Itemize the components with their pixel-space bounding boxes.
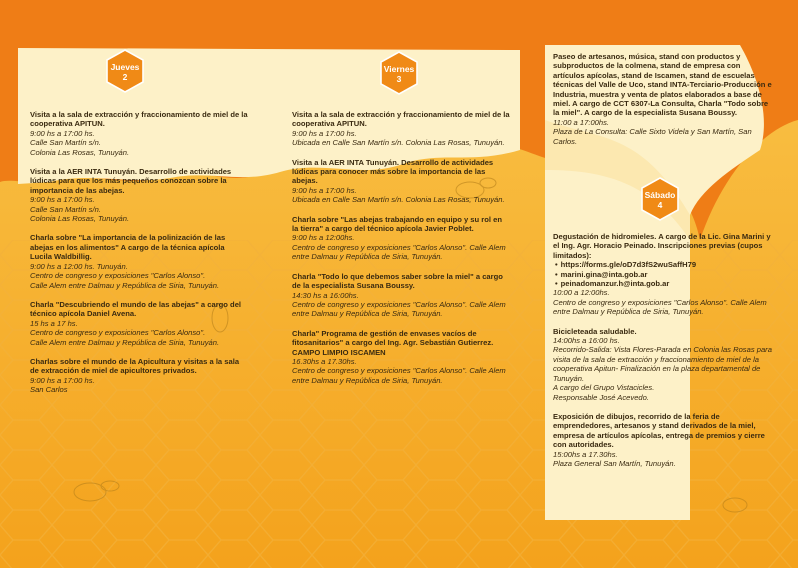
event-title: Paseo de artesanos, música, stand con productos y subproductos de la colmena, stand de empresa con artículos apícolas, stand de Iscamen, stand de escuelas técnicas del Valle de Uco, stand INTA-Terciario-Producción e Industria, muestra y venta de platos elaborados a base de miel. A cargo de CCT 6307-La Consulta, Charla "Todo sobre la miel". A cargo de la especialista Susana Boussy. [553, 52, 772, 118]
event-detail: 9:00 hs a 17:00 hs. [30, 128, 95, 138]
event-item [292, 329, 510, 385]
day-number: 3 [396, 74, 402, 84]
event-title: Degustación de hidromieles. A cargo de la Lic. Gina Marini y el Ing. Agr. Horacio Peinado. Inscripciones previas (cupos limitados): [553, 232, 771, 260]
event-item [30, 357, 248, 395]
event-item [553, 412, 773, 468]
event-item [30, 110, 248, 157]
event-detail: Colonia Las Rosas, Tunuyán. [30, 147, 130, 157]
event-item [30, 300, 248, 347]
event-detail: Centro de congreso y exposiciones "Carlos Alonso". [30, 328, 206, 338]
event-item [30, 167, 248, 223]
event-detail: Responsable José Acevedo. [553, 392, 649, 402]
event-detail: Centro de congreso y exposiciones "Carlos Alonso". Calle Alem entre Dalmau y República de Siria, Tunuyán. [292, 366, 506, 385]
event-detail: 9:00 hs a 17:00 hs. [292, 128, 357, 138]
event-title: Visita a la AER INTA Tunuyán. Desarrollo de actividades lúdicas para que los más pequeños conozcan sobre la importancia de las abejas. [30, 167, 232, 195]
event-detail: Ubicada en Calle San Martín s/n. Colonia Las Rosas, Tunuyán. [292, 138, 505, 148]
event-detail: Centro de congreso y exposiciones "Carlos Alonso". Calle Alem entre Dalmau y República de Siria, Tunuyán. [553, 297, 767, 317]
event-item [292, 158, 510, 205]
day-name: Viernes [383, 64, 415, 74]
event-item [292, 272, 510, 319]
day-name: Sábado [644, 190, 676, 200]
day-badge-friday [378, 50, 420, 96]
day-number: 4 [657, 200, 663, 210]
day-name: Jueves [110, 62, 140, 72]
event-detail: Colonia Las Rosas, Tunuyán. [30, 214, 130, 224]
event-detail: Calle San Martín s/n. [30, 138, 101, 148]
event-detail: Centro de congreso y exposiciones "Carlos Alonso". Calle Alem entre Dalmau y República de Siria, Tunuyán. [292, 299, 506, 319]
event-detail: 11:00 a 17:00hs. [553, 117, 610, 127]
friday-events [292, 110, 510, 395]
event-item [553, 52, 773, 146]
event-detail: 9:00 hs a 12:00hs. [292, 233, 355, 243]
event-detail: Calle San Martín s/n. [30, 204, 101, 214]
day-badge-thursday [104, 48, 146, 94]
event-title: Charla sobre "Las abejas trabajando en equipo y su rol en la tierra" a cargo del técnico apícola Javier Poblet. [292, 214, 502, 234]
event-item [30, 233, 248, 289]
email-link[interactable]: • marini.gina@inta.gob.ar [553, 270, 773, 279]
registration-link[interactable]: • https://forms.gle/oD7d3fS2wuSaffH79 [553, 260, 773, 269]
event-detail: Ubicada en Calle San Martín s/n. Colonia Las Rosas, Tunuyán. [292, 195, 505, 205]
event-item [292, 110, 510, 148]
event-title: Charlas sobre el mundo de la Apicultura y visitas a la sala de extracción de miel de apicultores privados. [30, 356, 240, 376]
event-item [553, 232, 773, 317]
event-detail: 16.30hs a 17.30hs. [292, 356, 357, 366]
event-title: Charla "Todo lo que debemos saber sobre la miel" a cargo de la especialista Susana Boussy. [292, 271, 503, 291]
event-detail: Recorrido-Salida: Vista Flores-Parada en Colonia las Rosas para visita de la sala de extracción y fraccionamiento de miel de la cooperativa Apitun- Finalización en la plaza departamental de Tunuyán. [553, 345, 772, 383]
event-detail: 15 hs a 17 hs. [30, 318, 78, 328]
event-title: Visita a la sala de extracción y fraccionamiento de miel de la cooperativa APITUN. [292, 110, 510, 129]
event-title: Visita a la AER INTA Tunuyán. Desarrollo de actividades lúdicas para conocer más sobre la importancia de las abejas. [292, 157, 494, 186]
event-detail: Plaza de La Consulta: Calle Sixto Videla y San Martín, San Carlos. [553, 127, 752, 146]
event-detail: Plaza General San Martín, Tunuyán. [553, 458, 676, 468]
event-detail: Centro de congreso y exposiciones "Carlos Alonso". Calle Alem entre Dalmau y República de Siria, Tunuyán. [292, 242, 506, 262]
thursday-events [30, 110, 248, 405]
event-detail: 10:00 a 12:00hs. [553, 288, 610, 298]
event-item [292, 215, 510, 262]
event-item [553, 327, 773, 402]
event-detail: San Carlos [30, 385, 68, 395]
email-link[interactable]: • peinadomanzur.h@inta.gob.ar [553, 279, 773, 288]
event-detail: 9:00 hs a 17:00 hs. [292, 185, 357, 195]
event-detail: 9:00 hs a 17:00 hs. [30, 375, 95, 385]
event-detail: 14:30 hs a 16:00hs. [292, 290, 359, 300]
event-detail: Calle Alem entre Dalmau y República de Siria, Tunuyán. [30, 337, 220, 347]
event-detail: Centro de congreso y exposiciones "Carlos Alonso". [30, 271, 206, 281]
event-title: Charla sobre "La importancia de la polinización de las abejas en los alimentos" A cargo de la técnica apícola Lucila Waldbillig. [30, 233, 226, 262]
event-detail: 14:00hs a 16:00 hs. [553, 336, 620, 346]
event-title: Bicicleteada saludable. [553, 326, 637, 336]
event-detail: 15:00hs a 17.30hs. [553, 449, 618, 459]
event-detail: 9:00 hs a 17:00 hs. [30, 195, 95, 205]
saturday-events [553, 232, 773, 478]
event-title: Charla "Descubriendo el mundo de las abejas" a cargo del técnico apícola Daniel Avena. [30, 299, 242, 319]
event-detail: A cargo del Grupo Vistacicles. [553, 383, 655, 393]
day-badge-saturday [639, 176, 681, 222]
friday-events-continued [553, 52, 773, 156]
event-detail: 9:00 hs a 12:00 hs. Tunuyán. [30, 261, 128, 271]
day-number: 2 [122, 72, 128, 82]
event-title: Exposición de dibujos, recorrido de la feria de emprendedores, artesanos y stand derivados de la miel, empresa de artículos apícolas, entrega de premios y cierre con autoridades. [553, 411, 765, 450]
event-title: Charla" Programa de gestión de envases vacíos de fitosanitarios" a cargo del Ing. Agr. Sebastián Gutierrez. CAMPO LIMPIO ISCAMEN [292, 328, 494, 357]
event-detail: Calle Alem entre Dalmau y República de Siria, Tunuyán. [30, 280, 220, 290]
event-title: Visita a la sala de extracción y fraccionamiento de miel de la cooperativa APITUN. [30, 110, 248, 129]
